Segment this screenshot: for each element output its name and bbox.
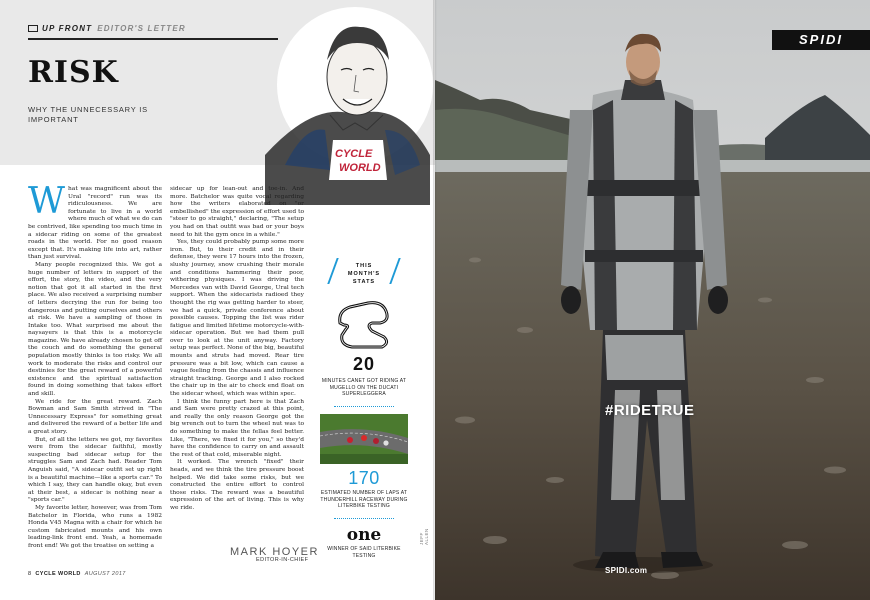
paragraph: Many people recognized this. We got a huge number of letters in support of the effort, the story, the video, and the very notion that got it all started in the first place. We also received a surprising number of letters decrying the run for being too dangerous and putting ourselves and others at risk. We have a sampling of those in Intake too. What surprised me about the naysayers is that this is a motorcycle magazine. We have already chosen to get off the couch and do something the general population mostly thinks is too risky. We all work to moderate the risks and control our destinies for the great reward of a powerful existence and the spiritual satisfaction found in doing something that takes effort and skill. xyxy=(28,261,162,398)
stat-value-1: 20 xyxy=(352,354,376,374)
paragraph: Yes, they could probably pump some more iron. But, to their credit and in their defense, they were 17 hours into the frozen, slushy journey, snow crushing their morale and conditions hammering their poor, withering physiques. I was driving the Mercedes van with David George, Ural tech support. When the sidecarists radioed they thought the rig was getting harder to steer, we had a quick, private conference about possible causes. Topping the list was rider fatigue and limited lifetime motorcycle-with-sidecar operation. But we had them pull over to look at the unit anyway. Factory setup was perfect. None of the big, beautiful mounts and struts had moved. Rear tire pressure was a bit low, which can cause a vague feeling from the chassis and influence straight tracking. George and I also rocked the chair up in the air to check end float on the sidecar wheel, which was within spec. xyxy=(170,239,304,398)
dotted-divider xyxy=(334,518,394,519)
article-title: RISK xyxy=(28,55,119,90)
stat-value-3: one xyxy=(346,525,382,545)
paragraph: hat was magnificent about the Ural "record" run was its ridiculousness. We are fortunate to live in a world where much of what we do can be contrived, like spending too much time in a sidecar riding on some of the greatest roads in the world. For no good reason except that. It's making life into art, rather than just survival. xyxy=(28,186,162,261)
advertisement-page xyxy=(435,0,870,600)
magazine-name: CYCLE WORLD xyxy=(35,571,81,577)
accent-slash-left xyxy=(327,258,338,284)
article-column-2 xyxy=(170,186,304,513)
envelope-icon xyxy=(28,25,38,32)
svg-text:CYCLE: CYCLE xyxy=(335,148,373,160)
paragraph: But, of all the letters we got, my favorites were from the sidecar faithful, mostly suspecting bad sidecar setup for the struggles Sam and Zach had. Reader Tom Anguish said, "A sidecar outfit set up right is a beautiful machine—like a sports car." To which I say, they can handle okay, but even at their best, a sidecar is nothing near a "sports car." xyxy=(28,436,162,504)
issue-date: AUGUST 2017 xyxy=(84,571,126,577)
editor-portrait-illustration xyxy=(255,5,435,205)
stat-value-2: 170 xyxy=(348,468,380,488)
paragraph: sidecar up for lean-out and toe-in. And more. Batchelor was quite vocal regarding how the writers elaborated on "or embellished" the expression of effort used to "steer to go straight," declaring, "The setup you had on that outfit was bad or your boys need to hit the gym once in a while." xyxy=(170,186,304,238)
page-folio xyxy=(28,571,126,577)
paragraph: We ride for the great reward. Zach Bowman and Sam Smith strived in "The Unnecessary Express" for something great and delivered the reward of a better life and a great story. xyxy=(28,398,162,435)
stat-caption-2: ESTIMATED NUMBER OF LAPS AT THUNDERHILL RACEWAY DURING LITERBIKE TESTING xyxy=(320,490,408,509)
article-subtitle: WHY THE UNNECESSARY IS IMPORTANT xyxy=(28,105,148,124)
paragraph: My favorite letter, however, was from Tom Batchelor in Florida, who runs a 1982 Honda V45 Magna with a chair for which he custom fabricated mounts and his own leading-link front end. Yeah, a homemade front end! We got the treatise on setting a xyxy=(28,504,162,549)
section-name: UP FRONT xyxy=(42,24,93,33)
svg-text:WORLD: WORLD xyxy=(339,162,381,174)
photo-credit: JEFF ALLEN xyxy=(419,528,429,545)
section-rule xyxy=(28,38,278,40)
paragraph: It worked. The wrench "fixed" their heads, and we think the tire pressure boost helped. We did take some risks, but we constructed the entire effort to control those risks. The reward was a beautiful expression of the art of living. This is why we ride. xyxy=(170,459,304,511)
track-map-icon xyxy=(332,293,396,353)
accent-slash-right xyxy=(389,258,400,284)
brand-logo: SPIDI xyxy=(799,32,843,47)
stat-caption-1: MINUTES CANET GOT RIDING AT MUGELLO ON THE DUCATI SUPERLEGGERA xyxy=(321,378,407,397)
drop-cap: W xyxy=(28,181,66,222)
stats-heading: THIS MONTH'S STATS xyxy=(347,263,381,285)
section-label xyxy=(28,24,186,33)
brand-logo-plate xyxy=(772,30,870,50)
author-role: EDITOR-IN-CHIEF xyxy=(256,557,309,563)
dotted-divider xyxy=(334,406,394,407)
page-number: 8 xyxy=(28,571,32,577)
page-gutter-shadow xyxy=(433,0,437,600)
ad-tagline: #RIDETRUE xyxy=(605,402,695,419)
subsection-name: EDITOR'S LETTER xyxy=(97,24,186,33)
racetrack-photo xyxy=(320,414,408,464)
author-name: MARK HOYER xyxy=(230,546,319,558)
stats-heading-block xyxy=(314,258,414,292)
ad-photo-rider-landscape xyxy=(435,0,870,600)
paragraph: I think the funny part here is that Zach and Sam were pretty crazed at this point, and really the only reason George got the big wrench out to turn the wheel nut was to do something to make the fellas feel better. Like, "There, we fixed it for you," so they'd have the confidence to carry on and assault the rest of that cold, miserable night. xyxy=(170,398,304,458)
ad-url: SPIDI.com xyxy=(605,566,648,575)
article-column-1 xyxy=(28,181,162,551)
stat-caption-3: WINNER OF SAID LITERBIKE TESTING xyxy=(327,546,401,559)
